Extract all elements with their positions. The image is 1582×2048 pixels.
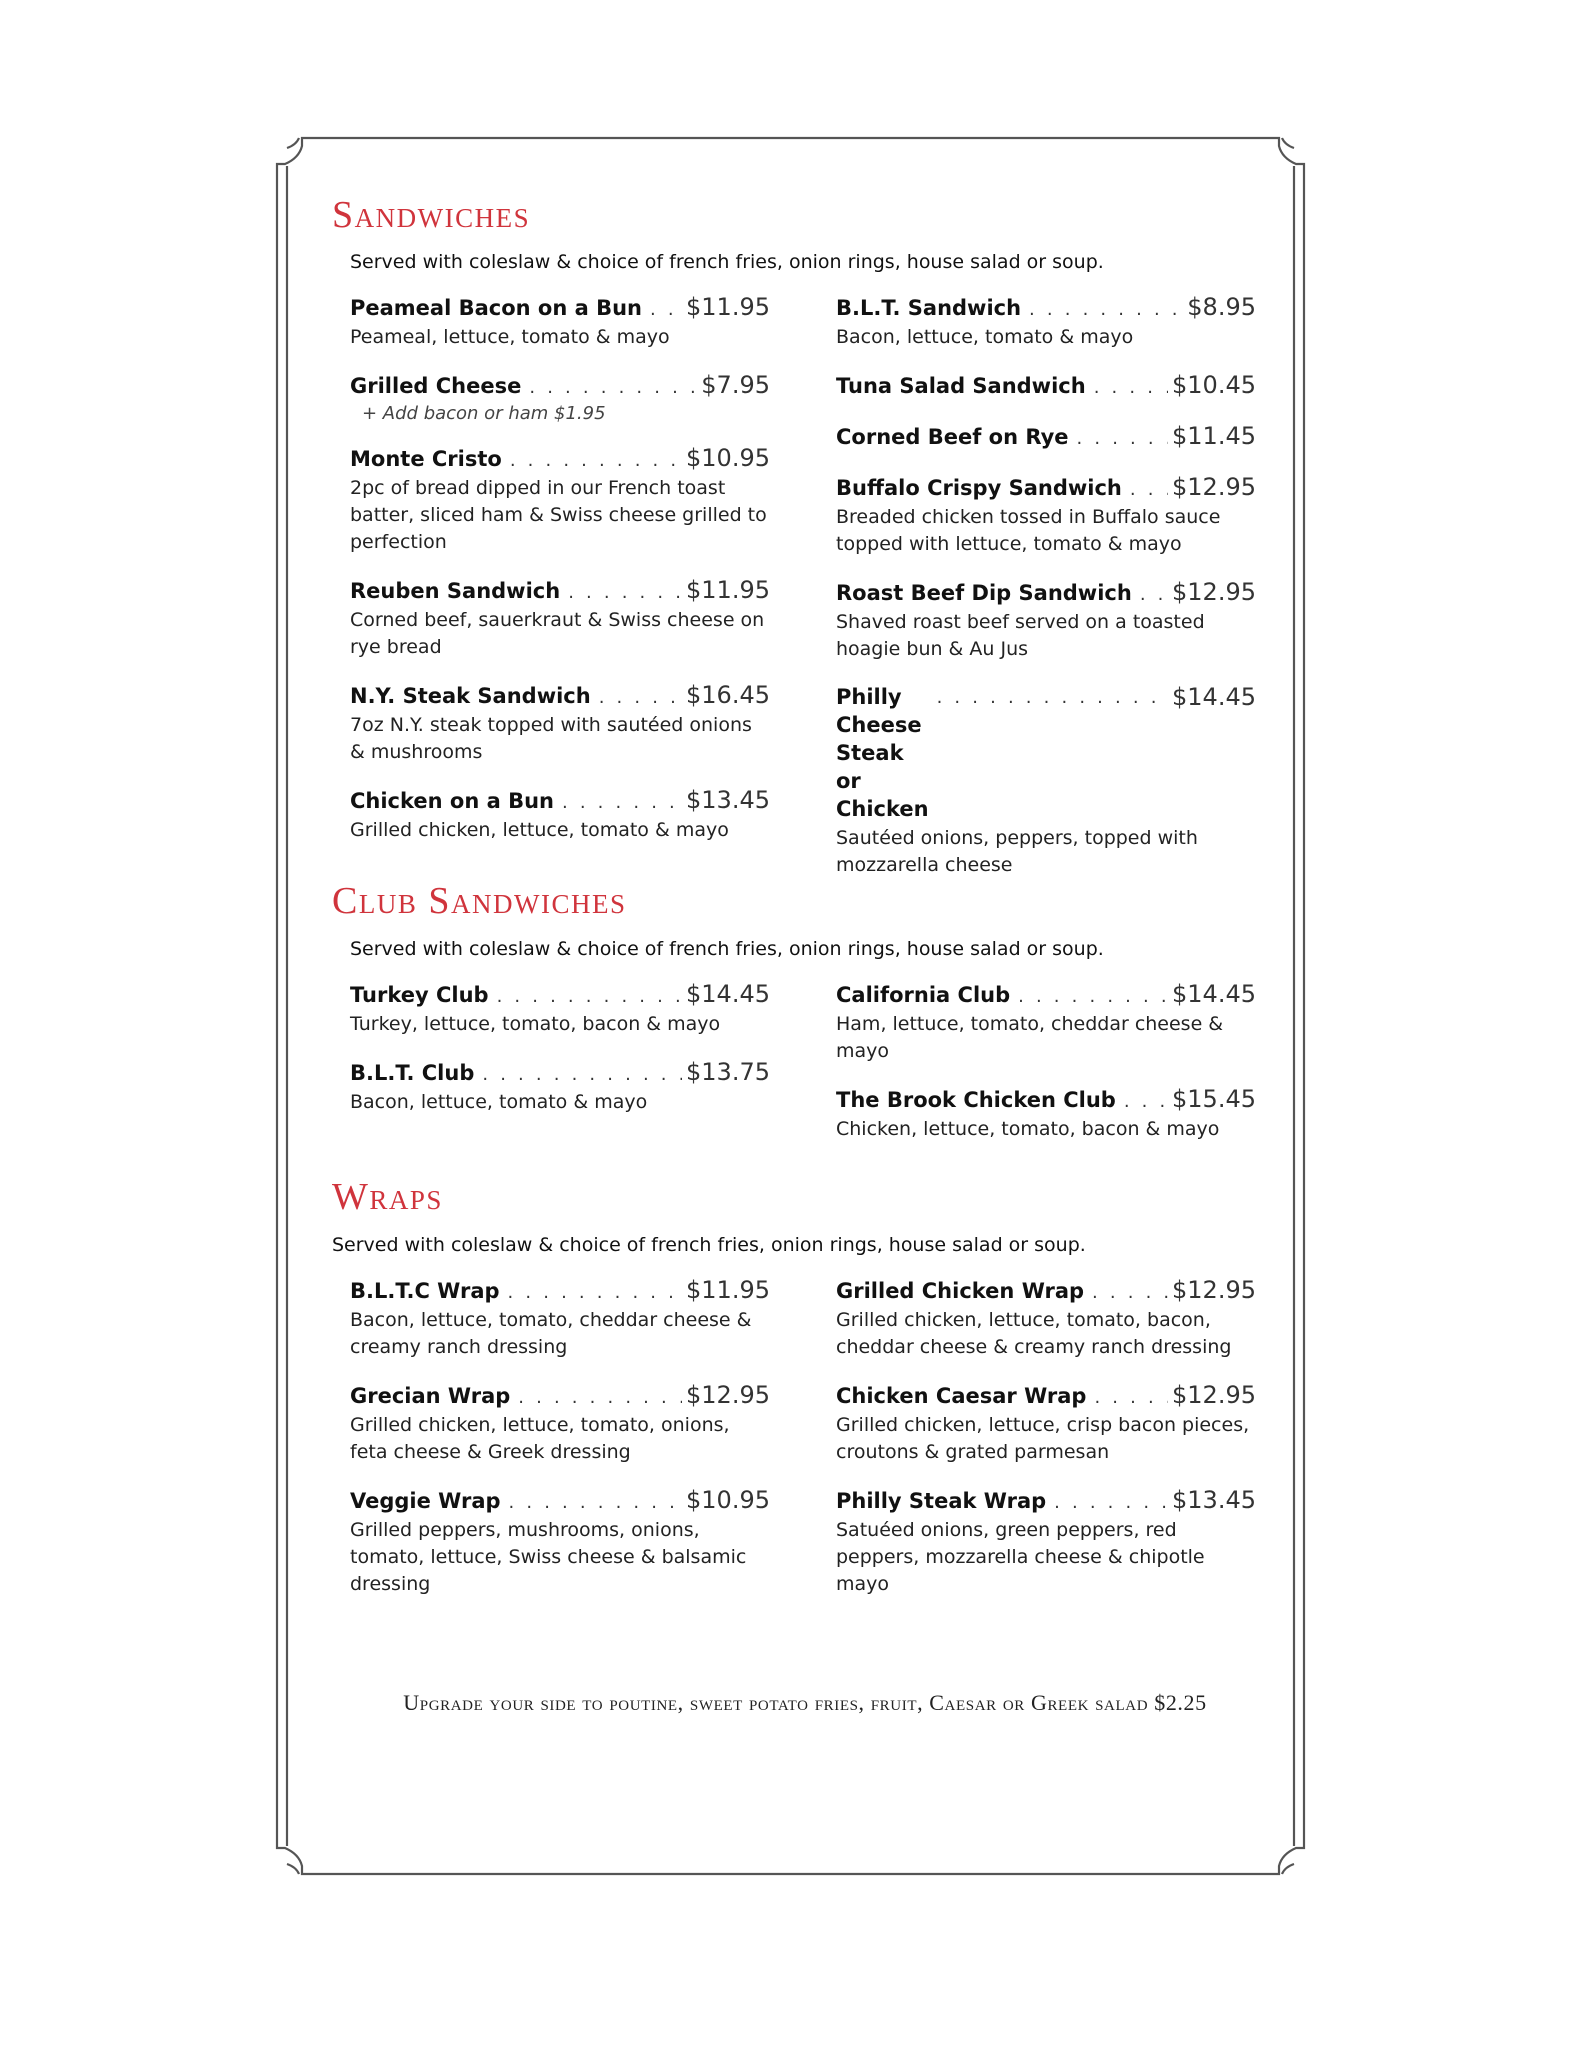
dot-leader [510, 450, 682, 471]
item-price: $12.95 [1172, 473, 1256, 501]
item-name: Roast Beef Dip Sandwich [836, 581, 1132, 605]
dot-leader [562, 792, 682, 813]
menu-item [836, 980, 1256, 1065]
item-price: $12.95 [686, 1381, 770, 1409]
item-description: Shaved roast beef served on a toasted hoagie bun & Au Jus [836, 611, 1205, 660]
menu-item [350, 371, 770, 426]
dot-leader [1140, 584, 1168, 605]
item-name: Grilled Cheese [350, 374, 522, 398]
item-name: Chicken on a Bun [350, 789, 554, 813]
item-description: Grilled peppers, mushrooms, onions, tomato, lettuce, Swiss cheese & balsamic dressing [350, 1519, 747, 1595]
menu-item [350, 980, 770, 1038]
dot-leader [508, 1282, 682, 1303]
dot-leader [497, 986, 682, 1007]
item-description: Peameal, lettuce, tomato & mayo [350, 326, 670, 348]
menu-item [836, 422, 1256, 451]
dot-leader [1054, 1492, 1168, 1513]
menu-item [350, 444, 770, 556]
item-name: B.L.T. Sandwich [836, 296, 1022, 320]
item-price: $13.75 [686, 1058, 770, 1086]
item-price: $14.45 [1172, 980, 1256, 1008]
item-price: $11.95 [686, 576, 770, 604]
item-description: Bacon, lettuce, tomato, cheddar cheese & creamy ranch dressing [350, 1309, 752, 1358]
item-name: Philly Steak Wrap [836, 1489, 1047, 1513]
wraps-left-column [350, 1276, 770, 1598]
menu-item [836, 371, 1256, 400]
menu-item [836, 1276, 1256, 1361]
dot-leader [482, 1064, 682, 1085]
dot-leader [568, 582, 682, 603]
sandwiches-right-column [836, 293, 1256, 879]
item-price: $8.95 [1187, 293, 1256, 321]
section-title-club-sandwiches: Club Sandwiches [332, 880, 627, 922]
item-description: Chicken, lettuce, tomato, bacon & mayo [836, 1118, 1220, 1140]
item-description: Turkey, lettuce, tomato, bacon & mayo [350, 1013, 721, 1035]
item-name: N.Y. Steak Sandwich [350, 684, 591, 708]
item-price: $7.95 [701, 371, 770, 399]
item-description: Grilled chicken, lettuce, tomato, onions, feta cheese & Greek dressing [350, 1414, 730, 1463]
menu-item [350, 1276, 770, 1361]
section-title-sandwiches: Sandwiches [332, 194, 531, 236]
item-name: Grilled Chicken Wrap [836, 1279, 1085, 1303]
item-name: Peameal Bacon on a Bun [350, 296, 643, 320]
club-left-column [350, 980, 770, 1116]
menu-item [836, 473, 1256, 558]
item-description: Ham, lettuce, tomato, cheddar cheese & mayo [836, 1013, 1224, 1062]
dot-leader [1130, 479, 1168, 500]
dot-leader [529, 377, 697, 398]
item-description: Bacon, lettuce, tomato & mayo [350, 1091, 648, 1113]
item-name: Turkey Club [350, 983, 489, 1007]
item-description: 7oz N.Y. steak topped with sautéed onions & mushrooms [350, 714, 752, 763]
menu-item [350, 1381, 770, 1466]
dot-leader [1018, 986, 1168, 1007]
menu-item [836, 293, 1256, 351]
section-subtitle-wraps: Served with coleslaw & choice of french fries, onion rings, house salad or soup. [332, 1234, 1086, 1256]
item-price: $11.95 [686, 1276, 770, 1304]
section-subtitle-club-sandwiches: Served with coleslaw & choice of french fries, onion rings, house salad or soup. [350, 938, 1104, 960]
item-name: Corned Beef on Rye [836, 425, 1069, 449]
dot-leader [518, 1387, 682, 1408]
item-name: Buffalo Crispy Sandwich [836, 476, 1122, 500]
item-price: $13.45 [1172, 1486, 1256, 1514]
dot-leader [1029, 299, 1183, 320]
dot-leader [1077, 428, 1168, 449]
dot-leader [1092, 1282, 1168, 1303]
item-name: Veggie Wrap [350, 1489, 501, 1513]
item-price: $14.45 [686, 980, 770, 1008]
club-right-column [836, 980, 1256, 1143]
item-name: B.L.T. Club [350, 1061, 475, 1085]
item-description: Bacon, lettuce, tomato & mayo [836, 326, 1134, 348]
item-description: Grilled chicken, lettuce, crisp bacon pieces, croutons & grated parmesan [836, 1414, 1250, 1463]
item-addon: + Add bacon or ham $1.95 [362, 403, 606, 424]
item-name: California Club [836, 983, 1011, 1007]
menu-item [836, 1381, 1256, 1466]
wraps-right-column [836, 1276, 1256, 1598]
menu-item [350, 786, 770, 844]
dot-leader [599, 687, 682, 708]
menu-item [836, 1486, 1256, 1598]
item-name: Reuben Sandwich [350, 579, 561, 603]
menu-item [350, 681, 770, 766]
item-description: Corned beef, sauerkraut & Swiss cheese on rye bread [350, 609, 765, 658]
item-name: Philly Cheese Steak or Chicken [836, 685, 929, 821]
item-price: $12.95 [1172, 578, 1256, 606]
item-price: $16.45 [686, 681, 770, 709]
section-title-wraps: Wraps [332, 1176, 443, 1218]
sandwiches-left-column [350, 293, 770, 844]
upgrade-side-note: Upgrade your side to poutine, sweet potato fries, fruit, Caesar or Greek salad $2.25 [403, 1690, 1207, 1715]
dot-leader [937, 687, 1168, 708]
menu-item [350, 1486, 770, 1598]
item-description: Breaded chicken tossed in Buffalo sauce topped with lettuce, tomato & mayo [836, 506, 1221, 555]
item-name: Chicken Caesar Wrap [836, 1384, 1087, 1408]
item-price: $14.45 [1172, 683, 1256, 711]
menu-item [350, 576, 770, 661]
dot-leader [509, 1492, 682, 1513]
item-price: $10.95 [686, 444, 770, 472]
item-name: Grecian Wrap [350, 1384, 511, 1408]
item-name: Monte Cristo [350, 447, 502, 471]
dot-leader [1094, 377, 1168, 398]
section-subtitle-sandwiches: Served with coleslaw & choice of french fries, onion rings, house salad or soup. [350, 251, 1104, 273]
item-description: 2pc of bread dipped in our French toast batter, sliced ham & Swiss cheese grilled to perfection [350, 477, 767, 553]
item-name: B.L.T.C Wrap [350, 1279, 500, 1303]
item-price: $13.45 [686, 786, 770, 814]
dot-leader [650, 299, 682, 320]
item-name: The Brook Chicken Club [836, 1088, 1116, 1112]
item-description: Grilled chicken, lettuce, tomato, bacon, cheddar cheese & creamy ranch dressing [836, 1309, 1232, 1358]
menu-item [836, 683, 1256, 879]
dot-leader [1094, 1387, 1168, 1408]
item-price: $11.95 [686, 293, 770, 321]
item-price: $15.45 [1172, 1085, 1256, 1113]
dot-leader [1124, 1091, 1168, 1112]
item-description: Grilled chicken, lettuce, tomato & mayo [350, 819, 729, 841]
menu-item [836, 578, 1256, 663]
item-price: $11.45 [1172, 422, 1256, 450]
item-price: $10.45 [1172, 371, 1256, 399]
menu-item [836, 1085, 1256, 1143]
item-price: $10.95 [686, 1486, 770, 1514]
item-description: Sautéed onions, peppers, topped with mozzarella cheese [836, 827, 1198, 876]
item-price: $12.95 [1172, 1276, 1256, 1304]
menu-item [350, 1058, 770, 1116]
item-name: Tuna Salad Sandwich [836, 374, 1086, 398]
item-price: $12.95 [1172, 1381, 1256, 1409]
item-description: Satuéed onions, green peppers, red peppers, mozzarella cheese & chipotle mayo [836, 1519, 1205, 1595]
menu-item [350, 293, 770, 351]
